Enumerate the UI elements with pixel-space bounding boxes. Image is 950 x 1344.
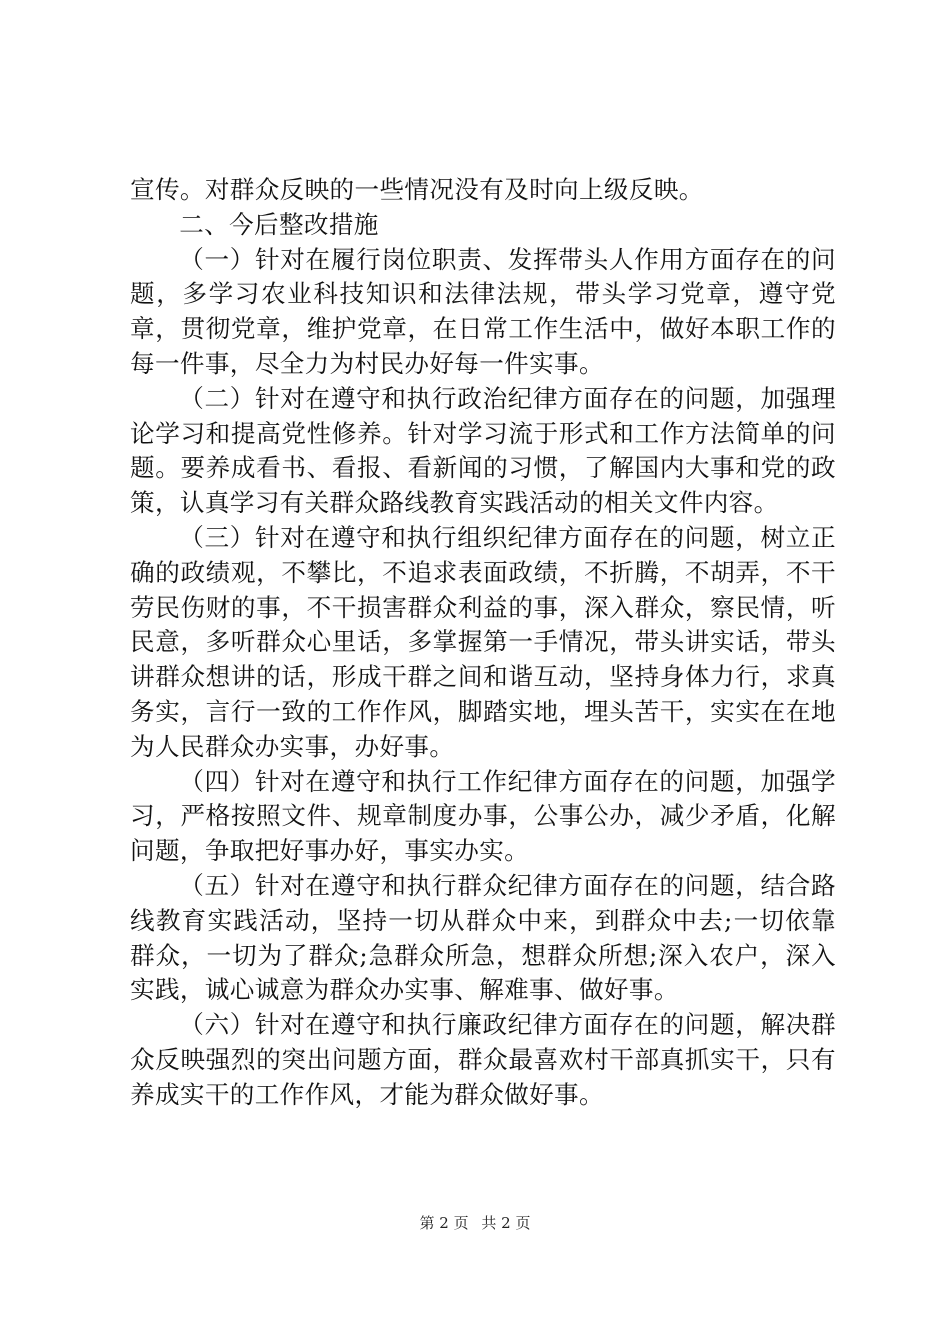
paragraph-measure-3: （三）针对在遵守和执行组织纪律方面存在的问题，树立正确的政绩观，不攀比，不追求表面政绩，不折腾，不胡弄，不干劳民伤财的事，不干损害群众利益的事，深入群众，察民情，听民意，多听群众心里话，多掌握第一手情况，带头讲实话，带头讲群众想讲的话，形成干群之间和谐互动，坚持身体力行，求真务实，言行一致的工作作风，脚踏实地，埋头苦干，实实在在地为人民群众办实事，办好事。: [130, 522, 836, 761]
page-footer: [0, 1213, 950, 1233]
document-body: [130, 173, 836, 1113]
paragraph-measure-4: （四）针对在遵守和执行工作纪律方面存在的问题，加强学习，严格按照文件、规章制度办事，公事公办，减少矛盾，化解问题，争取把好事办好，事实办实。: [130, 766, 836, 866]
paragraph-measure-1: （一）针对在履行岗位职责、发挥带头人作用方面存在的问题，多学习农业科技知识和法律法规，带头学习党章，遵守党章，贯彻党章，维护党章，在日常工作生活中，做好本职工作的每一件事，尽全力为村民办好每一件实事。: [130, 244, 836, 378]
section-heading: 二、今后整改措施: [179, 209, 379, 239]
page-number: 第 2 页: [419, 1214, 469, 1232]
paragraph-continuation: 宣传。对群众反映的一些情况没有及时向上级反映。: [130, 175, 704, 204]
paragraph-measure-5: （五）针对在遵守和执行群众纪律方面存在的问题，结合路线教育实践活动，坚持一切从群众中来，到群众中去;一切依靠群众，一切为了群众;急群众所急，想群众所想;深入农户，深入实践，诚心诚意为群众办实事、解难事、做好事。: [130, 870, 836, 1005]
paragraph-measure-6: （六）针对在遵守和执行廉政纪律方面存在的问题，解决群众反映强烈的突出问题方面，群众最喜欢村干部真抓实干，只有养成实干的工作作风，才能为群众做好事。: [130, 1010, 836, 1109]
page-total: 共 2 页: [481, 1214, 531, 1232]
paragraph-measure-2: （二）针对在遵守和执行政治纪律方面存在的问题，加强理论学习和提高党性修养。针对学习流于形式和工作方法简单的问题。要养成看书、看报、看新闻的习惯，了解国内大事和党的政策，认真学习有关群众路线教育实践活动的相关文件内容。: [130, 383, 836, 518]
